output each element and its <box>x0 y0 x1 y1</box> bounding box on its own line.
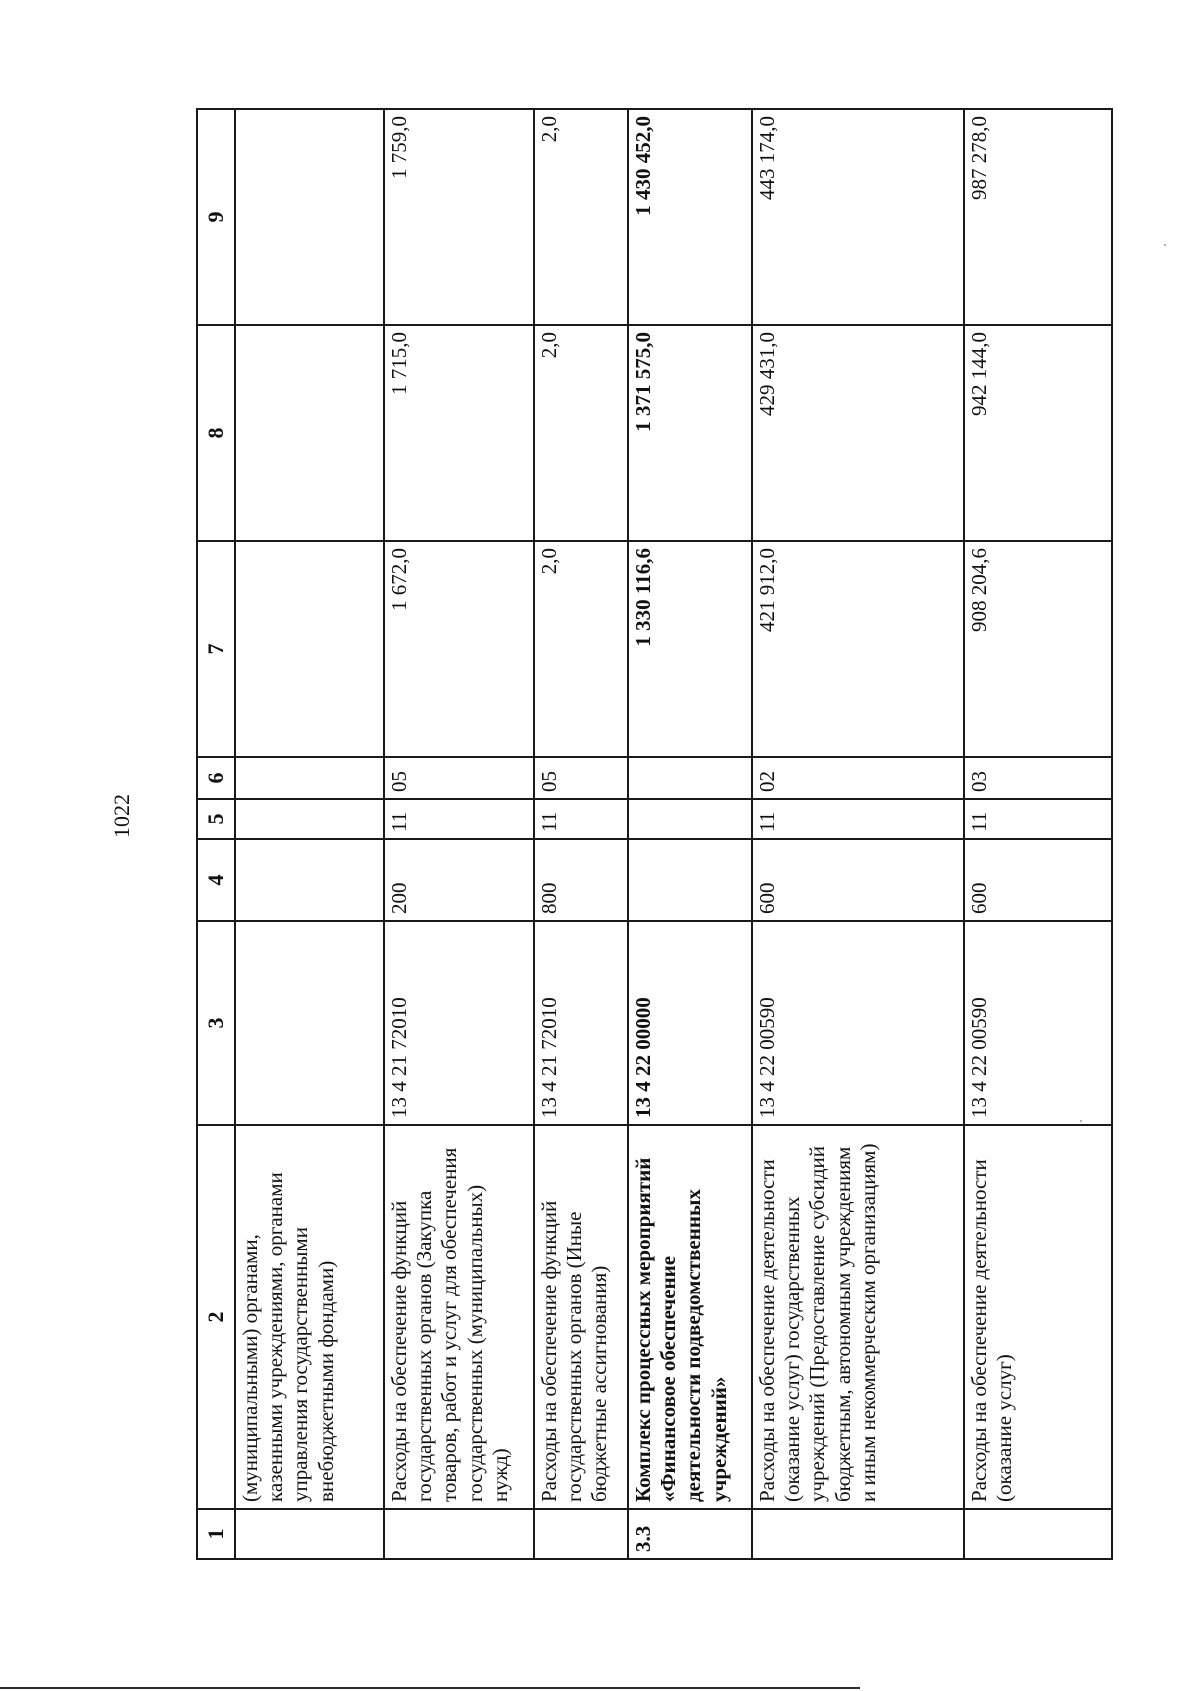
cell-description: Расходы на обеспечение деятельности (оказание услуг) государственных учреждений (Предоставление субсидий бюджетным, автономным учреждениям и иным некоммерческим организациям) <box>752 1125 964 1509</box>
cell-col7: 2,0 <box>534 541 628 757</box>
cell-col5: 11 <box>534 799 628 839</box>
cell-code: 13 4 21 72010 <box>534 921 628 1125</box>
cell-col8: 1 715,0 <box>384 325 534 541</box>
table-row <box>384 109 534 1559</box>
cell-col4: 800 <box>534 839 628 921</box>
cell-code <box>235 921 384 1125</box>
cell-col9: 1 759,0 <box>384 109 534 325</box>
cell-code: 13 4 22 00000 <box>628 921 752 1125</box>
page-number: 1022 <box>109 794 134 838</box>
col-header-4: 4 <box>197 839 235 921</box>
cell-code: 13 4 21 72010 <box>384 921 534 1125</box>
cell-number <box>384 1509 534 1559</box>
cell-number <box>534 1509 628 1559</box>
cell-number <box>964 1509 1112 1559</box>
cell-col8 <box>235 325 384 541</box>
cell-col7: 1 672,0 <box>384 541 534 757</box>
cell-col8: 429 431,0 <box>752 325 964 541</box>
col-header-6: 6 <box>197 757 235 799</box>
cell-col5: 11 <box>384 799 534 839</box>
scan-speck <box>1080 1120 1082 1122</box>
table-row <box>534 109 628 1559</box>
cell-col6: 05 <box>384 757 534 799</box>
cell-col8: 2,0 <box>534 325 628 541</box>
cell-description: (муниципальными) органами, казенными учреждениями, органами управления государственными внебюджетными фондами) <box>235 1125 384 1509</box>
cell-col5 <box>628 799 752 839</box>
col-header-9: 9 <box>197 109 235 325</box>
cell-code: 13 4 22 00590 <box>964 921 1112 1125</box>
cell-col6: 02 <box>752 757 964 799</box>
cell-col8: 942 144,0 <box>964 325 1112 541</box>
cell-col9: 443 174,0 <box>752 109 964 325</box>
cell-col5 <box>235 799 384 839</box>
cell-col6 <box>628 757 752 799</box>
cell-col6: 03 <box>964 757 1112 799</box>
col-header-2: 2 <box>197 1125 235 1509</box>
scan-edge-line <box>0 1687 860 1689</box>
cell-col6: 05 <box>534 757 628 799</box>
cell-description: Расходы на обеспечение функций государственных органов (Закупка товаров, работ и услуг для обеспечения государственных (муниципальных) нужд) <box>384 1125 534 1509</box>
col-header-1: 1 <box>197 1509 235 1559</box>
col-header-5: 5 <box>197 799 235 839</box>
budget-table <box>196 108 1113 1560</box>
table-row <box>964 109 1112 1559</box>
header-row <box>197 109 235 1559</box>
cell-col7: 421 912,0 <box>752 541 964 757</box>
cell-description: Расходы на обеспечение деятельности (оказание услуг) <box>964 1125 1112 1509</box>
cell-number <box>752 1509 964 1559</box>
cell-col5: 11 <box>752 799 964 839</box>
cell-col9: 1 430 452,0 <box>628 109 752 325</box>
cell-col4 <box>235 839 384 921</box>
cell-col9: 2,0 <box>534 109 628 325</box>
cell-col4 <box>628 839 752 921</box>
budget-table-rotated <box>196 110 1111 1560</box>
table-row <box>752 109 964 1559</box>
cell-col4: 600 <box>752 839 964 921</box>
cell-col4: 200 <box>384 839 534 921</box>
cell-col7 <box>235 541 384 757</box>
cell-col6 <box>235 757 384 799</box>
cell-col7: 1 330 116,6 <box>628 541 752 757</box>
cell-number <box>235 1509 384 1559</box>
col-header-3: 3 <box>197 921 235 1125</box>
cell-col7: 908 204,6 <box>964 541 1112 757</box>
cell-col9: 987 278,0 <box>964 109 1112 325</box>
cell-description: Расходы на обеспечение функций государственных органов (Иные бюджетные ассигнования) <box>534 1125 628 1509</box>
cell-col9 <box>235 109 384 325</box>
table-row <box>235 109 384 1559</box>
scan-speck <box>1164 244 1166 246</box>
table-row-section <box>628 109 752 1559</box>
cell-description: Комплекс процессных мероприятий «Финансовое обеспечение деятельности подведомственных учреждений» <box>628 1125 752 1509</box>
cell-col4: 600 <box>964 839 1112 921</box>
col-header-8: 8 <box>197 325 235 541</box>
cell-col8: 1 371 575,0 <box>628 325 752 541</box>
col-header-7: 7 <box>197 541 235 757</box>
cell-col5: 11 <box>964 799 1112 839</box>
cell-number: 3.3 <box>628 1509 752 1559</box>
cell-code: 13 4 22 00590 <box>752 921 964 1125</box>
